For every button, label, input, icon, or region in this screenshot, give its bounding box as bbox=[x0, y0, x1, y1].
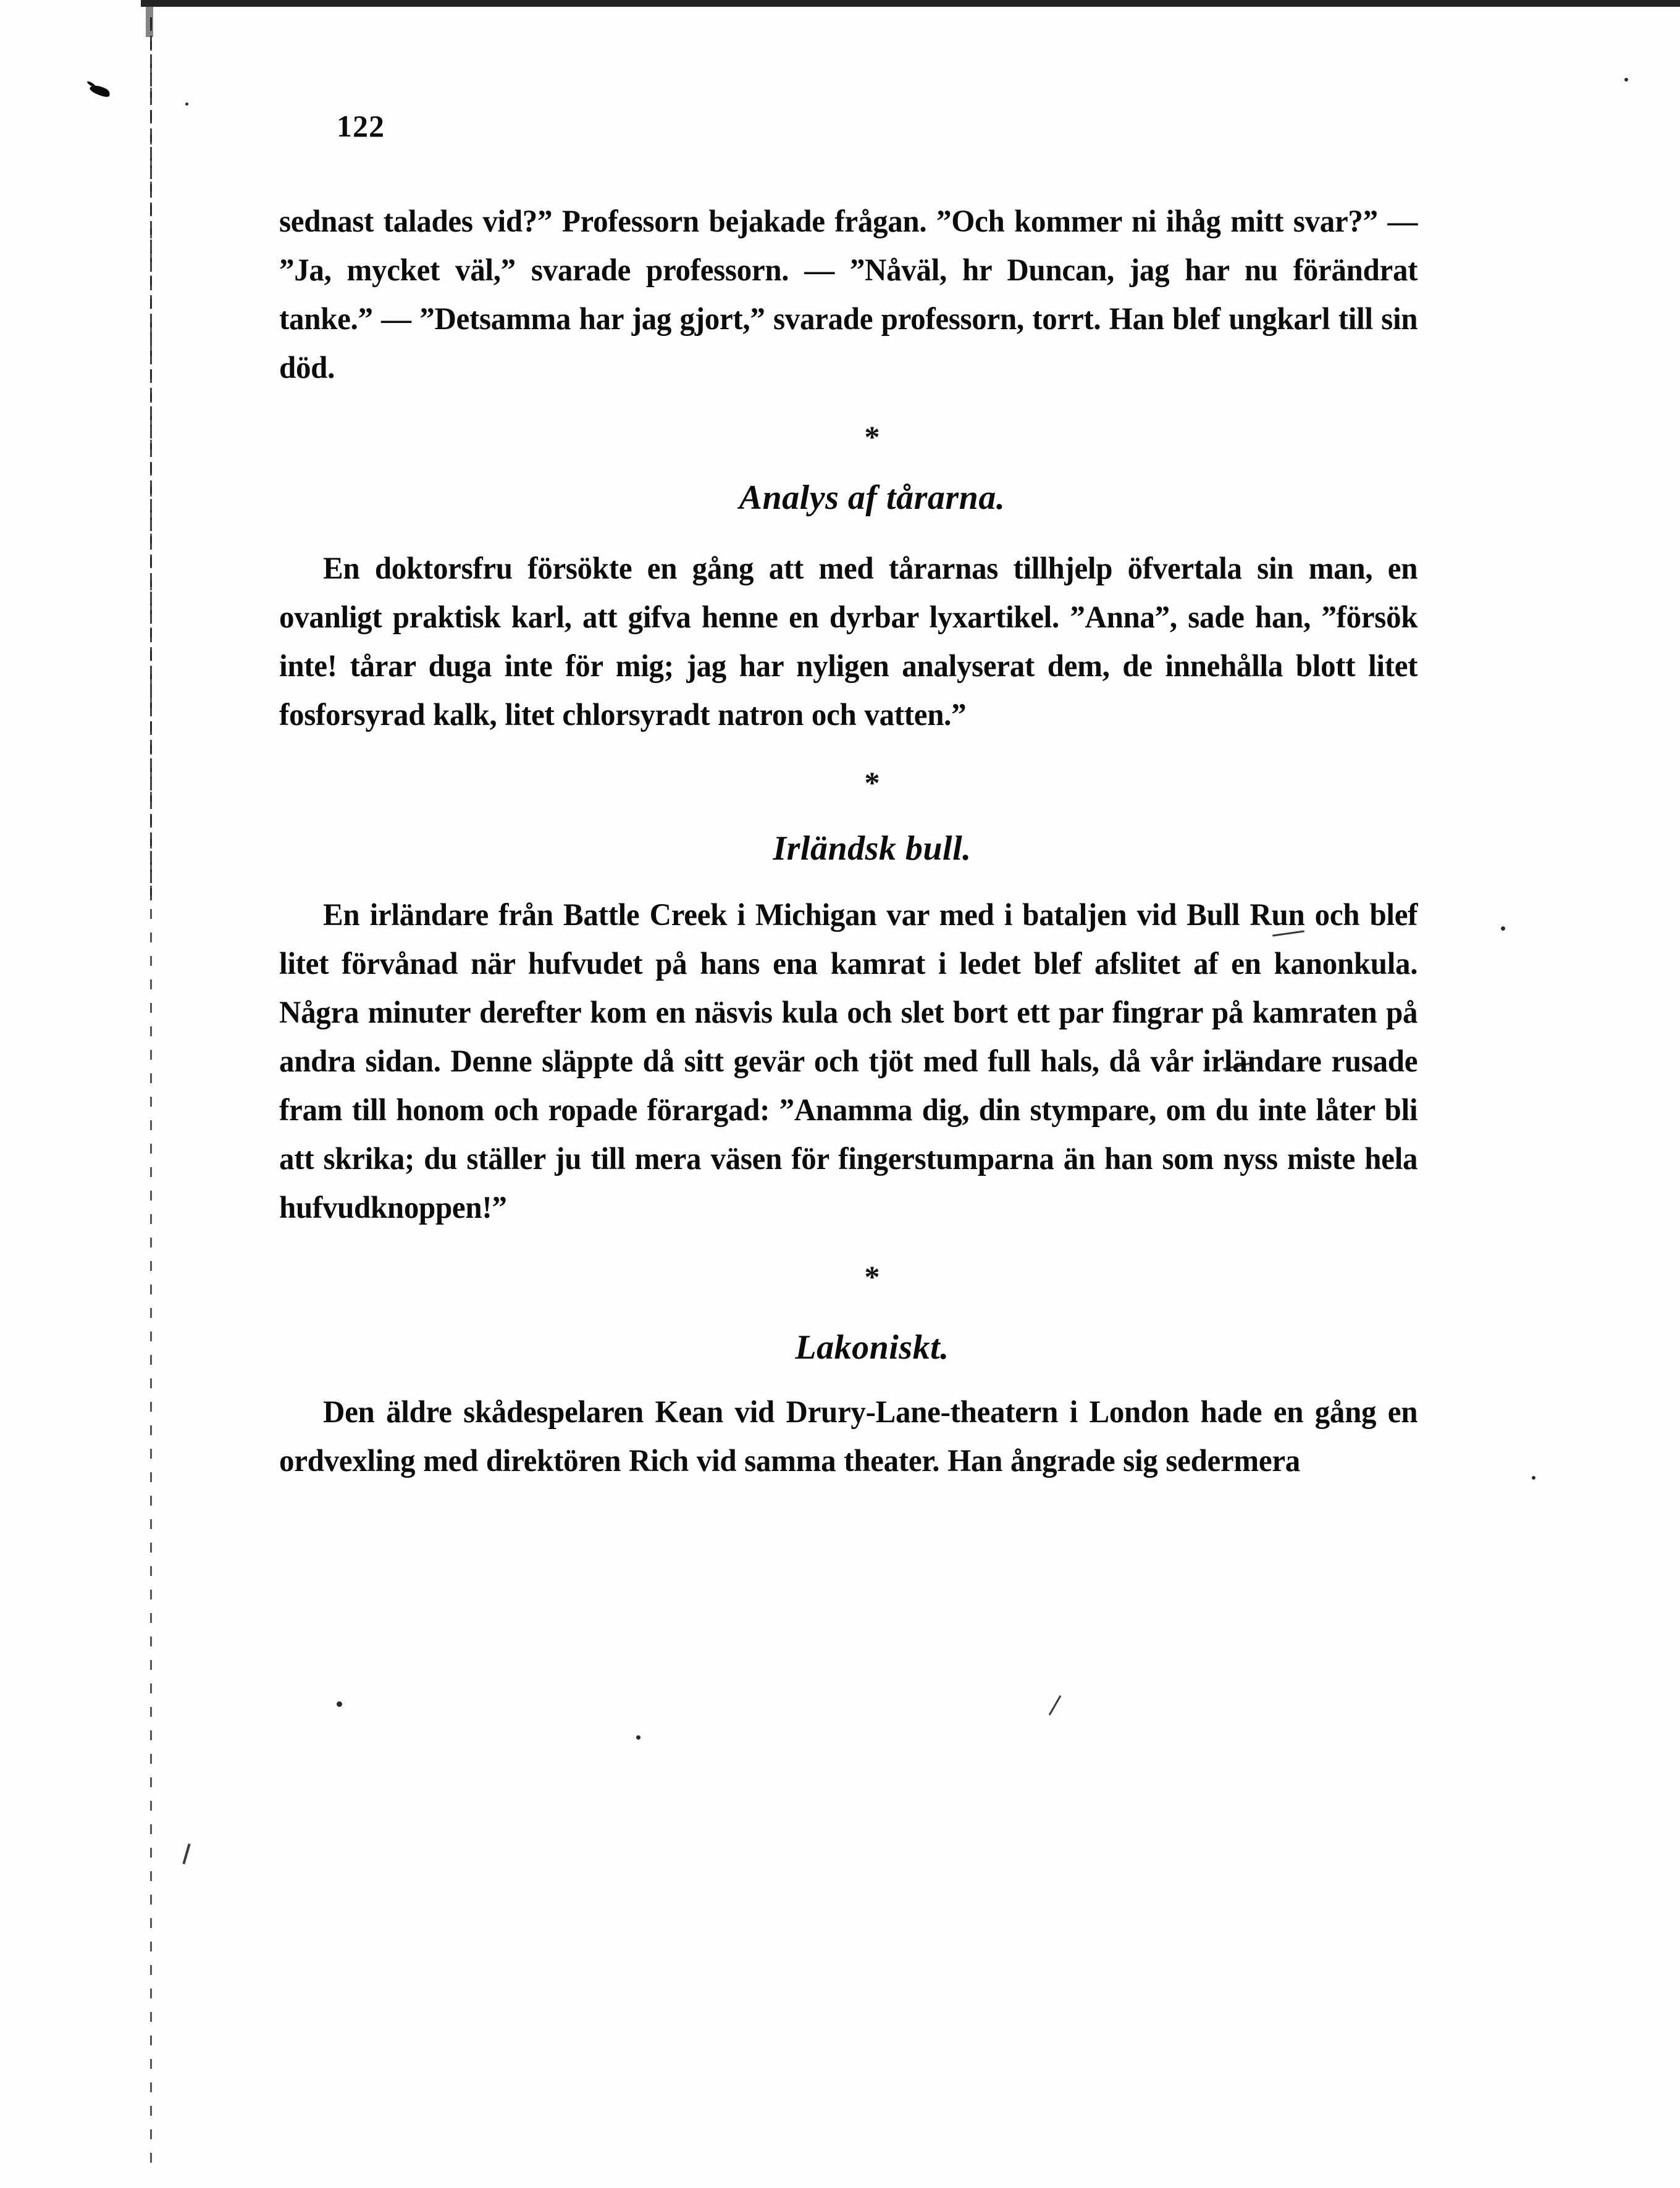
scan-corner-artifact bbox=[146, 0, 153, 37]
speck-artifact bbox=[1501, 926, 1505, 931]
section-title-irlandsk-bull: Irländsk bull. bbox=[773, 829, 972, 868]
section-title-analys-af-tararna: Analys af tårarna. bbox=[739, 479, 1006, 517]
paragraph-irlandsk-bull: En irländare från Battle Creek i Michigan var med i bataljen vid Bull Run och blef litet förvånad när hufvudet på hans ena kamrat i ledet blef afslitet af en kanonkula. Några minuter derefter kom en näsvis kula och slet bort ett par fingrar på kamraten på andra sidan. Denne släppte då sitt gevär och tjöt med full hals, då vår irländare rusade fram till honom och ropade förargad: ”Anamma dig, din stympare, om du inte låter bli att skrika; du ställer ju till mera väsen för fingerstumparna än han som nyss miste hela hufvudknoppen!” bbox=[279, 898, 1418, 1226]
speck-artifact bbox=[636, 1735, 640, 1740]
scan-top-edge-artifact bbox=[141, 0, 1680, 7]
hairline-artifact bbox=[1049, 1695, 1062, 1716]
speck-artifact bbox=[185, 103, 188, 106]
paragraph-professorn: sednast talades vid?” Professorn bejakade frågan. ”Och kommer ni ihåg mitt svar?” — ”Ja, mycket väl,” svarade professorn. — ”Nåväl, hr Duncan, jag har nu förändrat tanke.” — ”Detsamma har jag gjort,” svarade professorn, torrt. Han blef ungkarl till sin död. bbox=[279, 204, 1418, 385]
hairline-artifact bbox=[182, 1843, 190, 1864]
speck-artifact bbox=[1532, 1476, 1535, 1480]
section-separator-asterisk: * bbox=[864, 765, 880, 800]
paragraph-analys-af-tararna: En doktorsfru försökte en gång att med tårarnas tillhjelp öfvertala sin man, en ovanligt praktisk karl, att gifva henne en dyrbar lyxartikel. ”Anna”, sade han, ”försök inte! tårar duga inte för mig; jag har nyligen analyserat dem, de innehålla blott litet fosforsyrad kalk, litet chlorsyradt natron och vatten.” bbox=[279, 551, 1418, 732]
section-separator-asterisk: * bbox=[864, 419, 880, 454]
paragraph-lakoniskt: Den äldre skådespelaren Kean vid Drury-Lane-theatern i London hade en gång en ordvexling med direktören Rich vid samma theater. Han ångrade sig sedermera bbox=[279, 1394, 1418, 1478]
section-title-lakoniskt: Lakoniskt. bbox=[795, 1328, 949, 1367]
scan-left-margin-rule bbox=[150, 17, 152, 2166]
page-number: 122 bbox=[337, 109, 385, 143]
section-separator-asterisk: * bbox=[864, 1259, 880, 1294]
page-content bbox=[279, 198, 1465, 1486]
speck-artifact bbox=[337, 1701, 342, 1707]
speck-artifact bbox=[1624, 78, 1628, 82]
